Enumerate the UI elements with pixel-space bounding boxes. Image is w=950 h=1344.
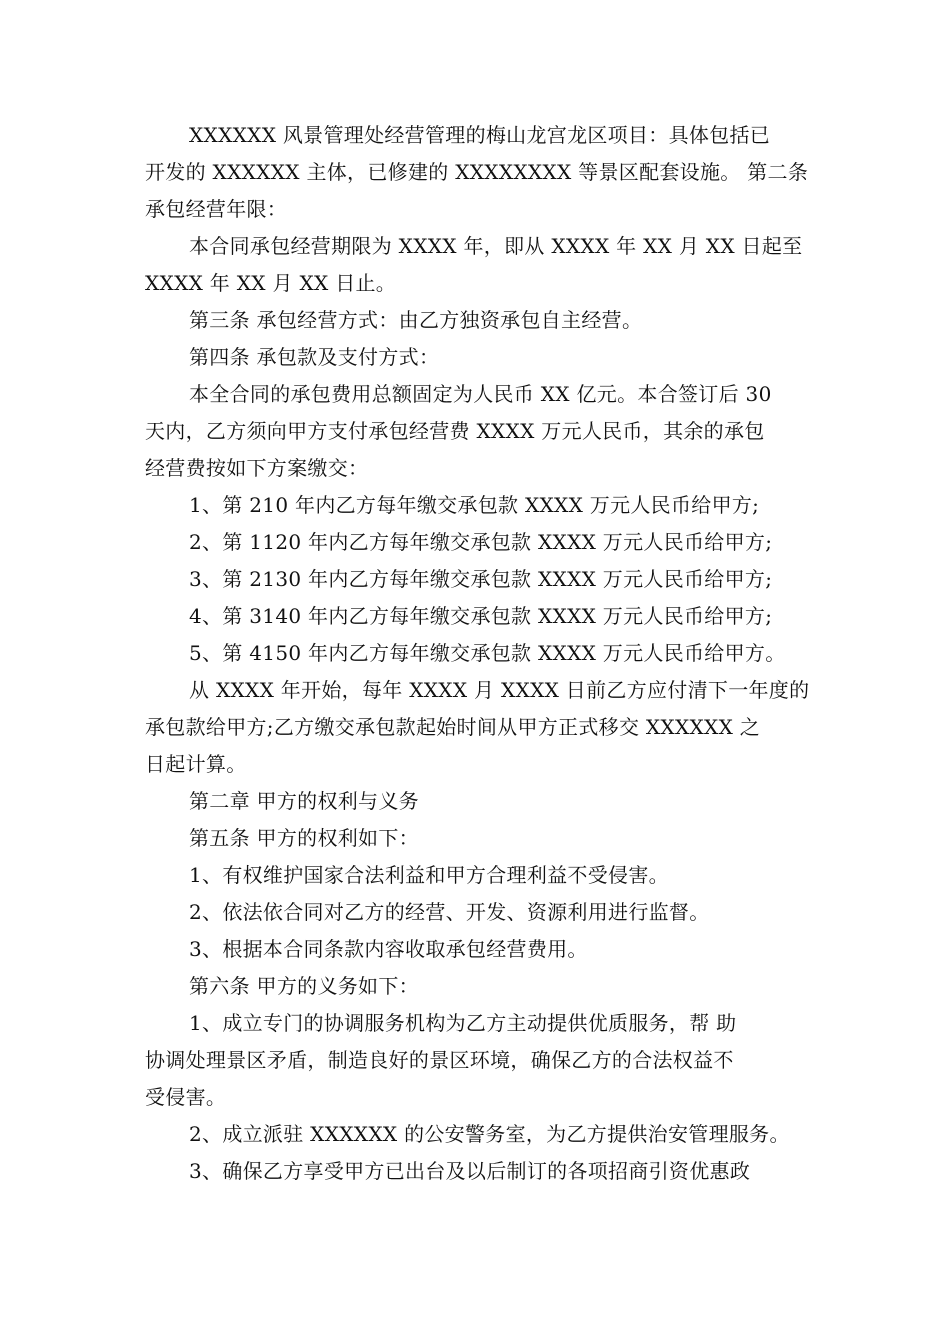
chapter-heading: 第二章 甲方的权利与义务 bbox=[189, 789, 419, 813]
section-heading: 第四条 承包款及支付方式： bbox=[189, 345, 440, 369]
list-item: 3、根据本合同条款内容收取承包经营费用。 bbox=[189, 937, 588, 961]
section-heading: 第三条 承包经营方式：由乙方独资承包自主经营。 bbox=[189, 308, 643, 332]
document-body bbox=[145, 117, 810, 1190]
list-item: 5、第 4150 年内乙方每年缴交承包款 XXXX 万元人民币给甲方。 bbox=[189, 641, 786, 665]
section-heading: 第五条 甲方的权利如下： bbox=[189, 826, 419, 850]
text-line: XXXXXX 风景管理处经营管理的梅山龙宫龙区项目：具体包括已 bbox=[189, 123, 771, 147]
text-line: 协调处理景区矛盾，制造良好的景区环境，确保乙方的合法权益不 bbox=[145, 1048, 734, 1072]
text-line: 本合同承包经营期限为 XXXX 年，即从 XXXX 年 XX 月 XX 日起至 bbox=[189, 234, 803, 258]
list-item: 1、第 210 年内乙方每年缴交承包款 XXXX 万元人民币给甲方; bbox=[189, 493, 760, 517]
text-line: 承包款给甲方;乙方缴交承包款起始时间从甲方正式移交 XXXXXX 之 bbox=[145, 715, 761, 739]
text-line: 本全合同的承包费用总额固定为人民币 XX 亿元。本合签订后 30 bbox=[189, 382, 772, 406]
text-line: 从 XXXX 年开始，每年 XXXX 月 XXXX 日前乙方应付清下一年度的 bbox=[189, 678, 810, 702]
list-item: 4、第 3140 年内乙方每年缴交承包款 XXXX 万元人民币给甲方; bbox=[189, 604, 773, 628]
text-line: 天内，乙方须向甲方支付承包经营费 XXXX 万元人民币，其余的承包 bbox=[145, 419, 765, 443]
list-item: 1、成立专门的协调服务机构为乙方主动提供优质服务，帮 助 bbox=[189, 1011, 737, 1035]
text-line: 经营费按如下方案缴交： bbox=[145, 456, 369, 480]
text-line: 开发的 XXXXXX 主体，已修建的 XXXXXXXX 等景区配套设施。 第二条 bbox=[145, 160, 809, 184]
list-item: 1、有权维护国家合法利益和甲方合理利益不受侵害。 bbox=[189, 863, 669, 887]
text-line: 承包经营年限： bbox=[145, 197, 288, 221]
list-item: 2、成立派驻 XXXXXX 的公安警务室，为乙方提供治安管理服务。 bbox=[189, 1122, 790, 1146]
text-line: 日起计算。 bbox=[145, 752, 247, 776]
list-item: 2、依法依合同对乙方的经营、开发、资源利用进行监督。 bbox=[189, 900, 710, 924]
section-heading: 第六条 甲方的义务如下： bbox=[189, 974, 419, 998]
text-line: XXXX 年 XX 月 XX 日止。 bbox=[145, 271, 397, 295]
text-line: 受侵害。 bbox=[145, 1085, 227, 1109]
list-item: 3、第 2130 年内乙方每年缴交承包款 XXXX 万元人民币给甲方; bbox=[189, 567, 773, 591]
list-item: 3、确保乙方享受甲方已出台及以后制订的各项招商引资优惠政 bbox=[189, 1159, 751, 1183]
list-item: 2、第 1120 年内乙方每年缴交承包款 XXXX 万元人民币给甲方; bbox=[189, 530, 773, 554]
